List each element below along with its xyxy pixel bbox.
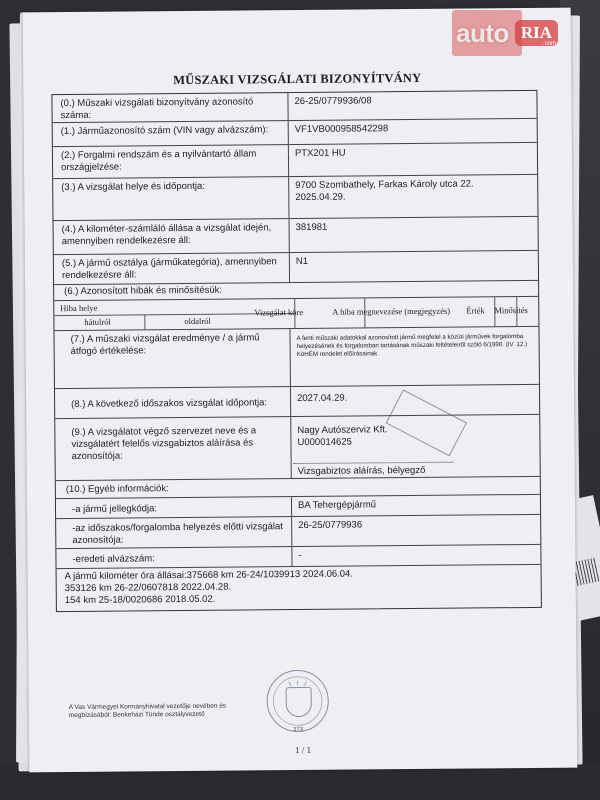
row-6-label: (6.) Azonosított hibák és minősítésük:: [64, 284, 223, 298]
row-8-value: 2027.04.29.: [297, 392, 348, 405]
row-10a-label: -a jármű jellegkódja:: [56, 497, 292, 518]
signature-caption: Vizsgabiztos aláírás, bélyegző: [297, 464, 426, 478]
row-10-label: (10.) Egyéb információk:: [65, 483, 169, 496]
defects-header-scope: Vizsgálat köre: [254, 306, 304, 318]
row-3: [53, 175, 537, 221]
watermark-suffix: .com: [543, 41, 557, 47]
defects-header-location: Hiba helye: [60, 302, 98, 314]
row-4-label: (4.) A kilométer-számláló állása a vizsgálat idején, amennyiben rendelkezésre áll:: [54, 219, 290, 254]
footer-note: A Vas Vármegyei Kormányhivatal vezetője nevében és megbízásából: Benkeházi Tünde osztályvezető: [68, 702, 227, 720]
defects-header-rating: Minősítés: [494, 305, 528, 316]
row-0-label: (0.) Műszaki vizsgálati bizonyítvány azonosító száma:: [52, 93, 288, 122]
row-7-label: (7.) A műszaki vizsgálat eredménye / a jármű átfogó értékelése:: [54, 329, 290, 388]
watermark-text: auto: [456, 17, 509, 48]
row-3-label: (3.) A vizsgálat helye és időpontja:: [53, 177, 289, 220]
coat-of-arms-icon: [286, 687, 312, 717]
defects-header-side: oldalról: [184, 315, 211, 327]
row-10b-value: 26-25/0779936: [298, 519, 363, 532]
row-9-value-line1: Nagy Autószerviz Kft.: [297, 424, 388, 437]
odometer-line-1: A jármű kilométer óra állásai:375668 km 26-24/1039913 2024.06.04.: [64, 568, 354, 583]
row-1-label: (1.) Járműazonosító szám (VIN vagy alvázszám):: [53, 121, 289, 146]
defects-header-value: Érték: [466, 305, 485, 316]
odometer-line-3: 154 km 25-18/0020686 2018.05.02.: [64, 593, 216, 607]
row-3-value: [289, 175, 537, 218]
row-10a-value: BA Tehergépjármű: [297, 499, 377, 512]
watermark-badge: [515, 20, 558, 46]
row-9: [55, 415, 540, 481]
certificate-form: [51, 90, 542, 612]
watermark-badge-text: RIA: [520, 23, 553, 42]
row-10c-value: -: [298, 549, 302, 562]
row-3-value-line1: 9700 Szombathely, Farkas Károly utca 22.: [295, 178, 474, 192]
certificate-page: [23, 8, 578, 773]
watermark-logo: [456, 12, 590, 54]
signature-line: [294, 462, 454, 464]
row-5-label: (5.) A jármű osztálya (járműkategória), amennyiben rendelkezésre áll:: [54, 253, 290, 284]
row-2: [53, 143, 537, 179]
row-5-value: N1: [295, 255, 309, 268]
row-2-value: PTX201 HU: [294, 147, 346, 160]
row-1-value: VF1VB000958542298: [294, 123, 389, 136]
document-title: MŰSZAKI VIZSGÁLATI BIZONYÍTVÁNY: [173, 70, 422, 88]
row-5: [54, 251, 538, 285]
defects-header-name: A hiba megnevezése (megjegyzés): [332, 305, 451, 317]
row-3-value-line2: 2025.04.29.: [295, 191, 346, 204]
row-4-value: 381981: [295, 221, 328, 234]
defects-table: [54, 297, 538, 331]
row-4: [54, 217, 538, 255]
row-2-label: (2.) Forgalmi rendszám és a nyilvántartó állam országjelzése:: [53, 145, 289, 178]
row-0: [52, 91, 536, 123]
official-seal: [266, 670, 329, 733]
row-0-value: 26-25/0779936/08: [294, 95, 372, 108]
row-10b: [56, 515, 540, 549]
seal-number: 373.: [292, 726, 305, 734]
row-8-label: (8.) A következő időszakos vizsgálat időpontja:: [55, 387, 291, 418]
page-number: 1 / 1: [295, 744, 312, 756]
row-7-value: A fenti műszaki adatokkal azonosított jármű megfelel a közúti járművek forgalomba helyezésének és forgalomban tartásának műszaki feltételeiről szóló 6/1990. (IV. 12.) KöHÉM rendelet előírásainak: [296, 333, 528, 359]
row-10b-label: -az időszakos/forgalomba helyezés előtti vizsgálat azonosítója:: [56, 517, 292, 548]
row-9-label: (9.) A vizsgálatot végző szervezet neve és a vizsgálatért felelős vizsgabiztos aláírása és azonosítója:: [55, 417, 292, 480]
defects-header-rear: hátulról: [84, 316, 111, 327]
row-8: [55, 385, 539, 419]
odometer-line-2: 353126 km 26-22/0607818 2022.04.28.: [64, 581, 232, 595]
row-10c-label: -eredeti alvázszám:: [56, 547, 292, 568]
odometer-history: [57, 565, 541, 611]
row-7: [54, 327, 538, 389]
row-9-value-line2: U000014625: [297, 436, 352, 449]
